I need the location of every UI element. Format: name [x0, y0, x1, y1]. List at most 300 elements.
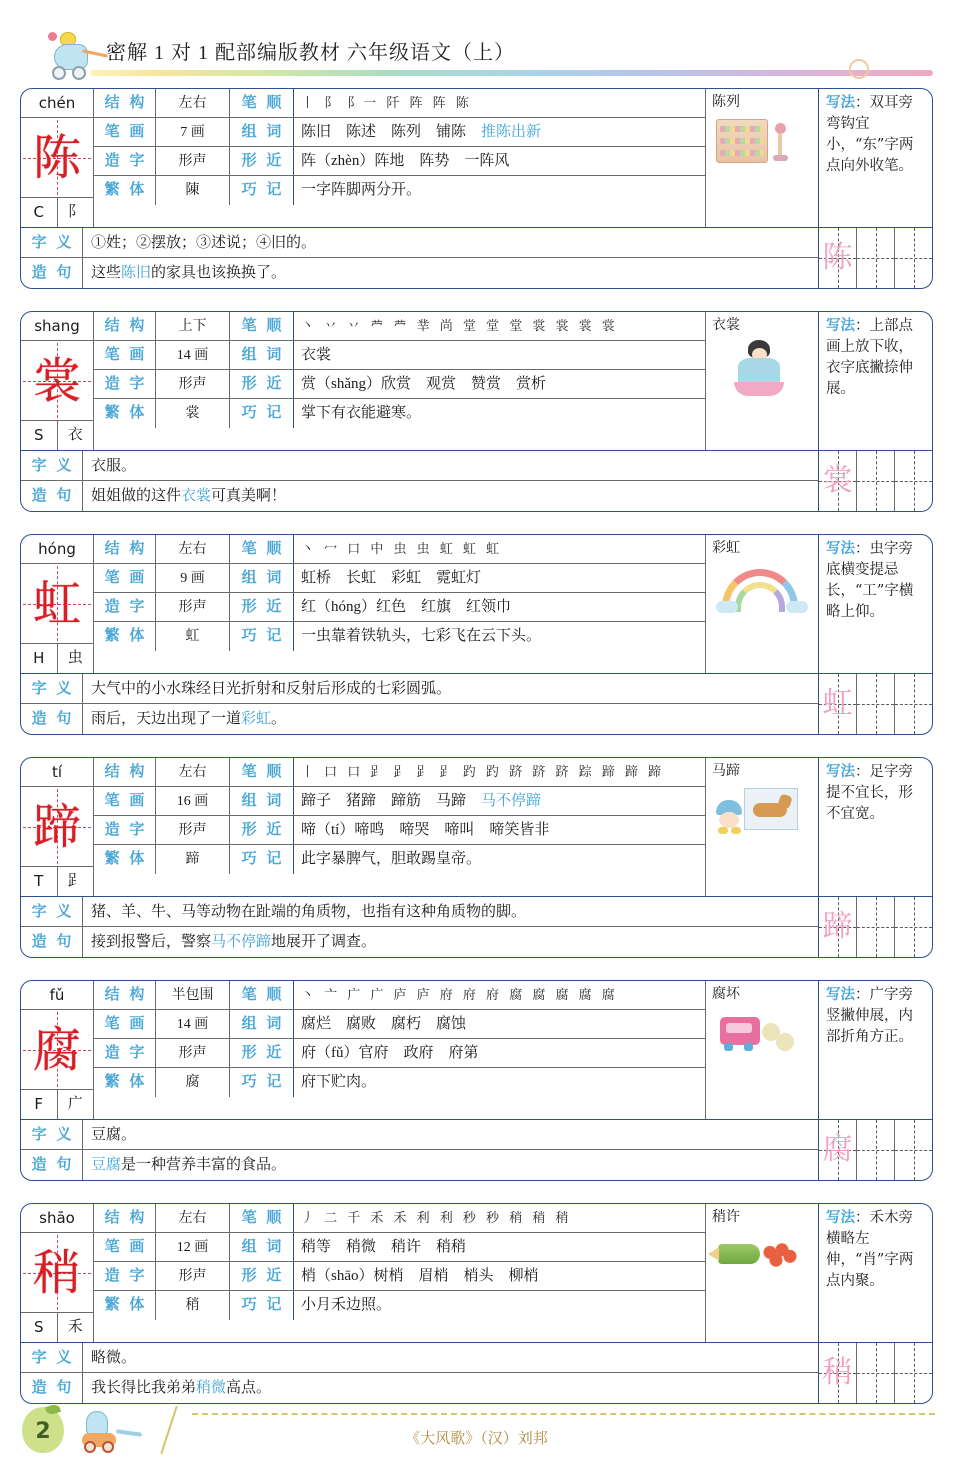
attributes-column	[94, 89, 294, 227]
practice-cell-empty[interactable]	[895, 228, 932, 288]
writing-tip-text: 写法：双耳旁弯钩宜小，“东”字两点向外收笔。	[826, 94, 914, 174]
meaning-sentence-block	[21, 228, 819, 288]
similar-value: 府（fǔ）官府 政府 府第	[294, 1039, 705, 1068]
foot-icon	[744, 1043, 753, 1051]
illustration-column	[706, 1204, 819, 1342]
practice-cell-empty[interactable]	[857, 451, 895, 511]
mnemonic-label: 巧 记	[230, 176, 294, 205]
radical-text: 禾	[67, 1319, 83, 1335]
stroke-count-label: 笔 画	[94, 341, 156, 369]
writing-tip-text: 写法：虫字旁底横变提忌长，“工”字横略上仰。	[826, 540, 914, 620]
meaning-value: 猪、羊、牛、马等动物在趾端的角质物，也指有这种角质物的脚。	[91, 904, 527, 920]
practice-cell-empty[interactable]	[857, 674, 895, 734]
writing-tip-label: 写法	[826, 540, 855, 557]
structure-value: 上下	[156, 312, 230, 340]
mnemonic-label: 巧 记	[230, 845, 294, 874]
card-upper-section	[21, 981, 932, 1119]
sentence-row	[21, 927, 818, 957]
writing-tip-label: 写法	[826, 986, 855, 1003]
practice-character: 虹	[822, 686, 853, 721]
stroke-count-value: 14 画	[156, 341, 230, 369]
stroke-count-row	[94, 787, 294, 816]
practice-cell-empty[interactable]	[857, 897, 895, 957]
illustration-art	[714, 340, 810, 445]
practice-character: 腐	[822, 1132, 853, 1167]
card-lower-section	[21, 673, 932, 734]
practice-cell-empty[interactable]	[895, 1343, 932, 1403]
stroke-count-label: 笔 画	[94, 564, 156, 592]
formation-row	[94, 147, 294, 176]
content-column	[294, 758, 706, 896]
sentence-row	[21, 704, 818, 734]
formation-value: 形声	[156, 1039, 230, 1067]
practice-grid[interactable]	[819, 674, 932, 734]
stroke-count-label: 笔 画	[94, 787, 156, 815]
meaning-label: 字 义	[21, 1343, 83, 1372]
radical-text: 虫	[67, 650, 83, 666]
sentence-row	[21, 1150, 818, 1180]
card-lower-section	[21, 1119, 932, 1180]
initial-letter: H	[21, 644, 58, 673]
meaning-label: 字 义	[21, 451, 83, 480]
mnemonic-value: 此字暴脾气，胆敢踢皇帝。	[301, 851, 482, 867]
main-character: 腐	[32, 1021, 81, 1078]
structure-label: 结 构	[94, 758, 156, 786]
traditional-value: 陳	[156, 176, 230, 205]
main-character-cell	[21, 118, 93, 198]
illustration-art	[714, 786, 810, 891]
formation-label: 造 字	[94, 1262, 156, 1290]
words-label: 组 词	[230, 1010, 294, 1038]
stroke-order-label: 笔 顺	[230, 981, 294, 1009]
similar-value: 阵（zhèn）阵地 阵势 一阵风	[294, 147, 705, 176]
card-lower-section	[21, 227, 932, 288]
writing-tip-label: 写法	[826, 763, 855, 780]
meaning-sentence-block	[21, 451, 819, 511]
mnemonic-label: 巧 记	[230, 399, 294, 428]
card-upper-section	[21, 89, 932, 227]
attributes-column	[94, 535, 294, 673]
writing-tip-column	[819, 758, 932, 896]
formation-label: 造 字	[94, 816, 156, 844]
main-character-cell	[21, 341, 93, 421]
stroke-count-row	[94, 341, 294, 370]
structure-value: 左右	[156, 89, 230, 117]
meaning-label: 字 义	[21, 674, 83, 703]
formation-row	[94, 593, 294, 622]
writing-tip-column	[819, 1204, 932, 1342]
card-lower-section	[21, 1342, 932, 1403]
practice-grid[interactable]	[819, 1343, 932, 1403]
illustration-art	[714, 563, 810, 668]
letter-radical-row	[21, 421, 93, 450]
similar-label: 形 近	[230, 147, 294, 175]
traditional-row	[94, 1068, 294, 1097]
stroke-order-value: 丶 亠 广 广 庐 庐 府 府 府 腐 腐 腐 腐 腐	[294, 981, 705, 1010]
traditional-value: 蹄	[156, 845, 230, 874]
sentence-value: 姐姐做的这件衣裳可真美啊！	[91, 488, 287, 504]
sentence-label: 造 句	[21, 1373, 83, 1403]
pinyin-text: chén	[21, 89, 93, 118]
structure-value: 左右	[156, 758, 230, 786]
sentence-value: 雨后，天边出现了一道彩虹。	[91, 711, 287, 727]
similar-label: 形 近	[230, 1039, 294, 1067]
sentence-label: 造 句	[21, 481, 83, 511]
stroke-order-label: 笔 顺	[230, 1204, 294, 1232]
words-label: 组 词	[230, 787, 294, 815]
illustration-caption: 陈列	[712, 95, 740, 110]
meaning-value: ①姓；②摆放；③述说；④旧的。	[91, 235, 317, 251]
traditional-row	[94, 399, 294, 428]
sentence-value: 这些陈旧的家具也该换换了。	[91, 265, 287, 281]
attributes-column	[94, 758, 294, 896]
illustration-column	[706, 535, 819, 673]
structure-row	[94, 312, 294, 341]
attributes-column	[94, 312, 294, 450]
practice-character: 裳	[822, 463, 853, 498]
meaning-sentence-block	[21, 897, 819, 957]
bean-icon	[776, 1033, 794, 1051]
card-upper-section	[21, 758, 932, 896]
structure-label: 结 构	[94, 312, 156, 340]
meaning-row	[21, 451, 818, 481]
stroke-count-row	[94, 564, 294, 593]
similar-value: 啼（tí）啼鸣 啼哭 啼叫 啼笑皆非	[294, 816, 705, 845]
structure-value: 半包围	[156, 981, 230, 1009]
main-character-cell	[21, 1233, 93, 1313]
dressed-person-illustration	[730, 340, 790, 398]
writing-tip-text: 写法：禾木旁横略左伸，“肖”字两点内聚。	[826, 1209, 914, 1289]
meaning-row	[21, 897, 818, 927]
formation-value: 形声	[156, 147, 230, 175]
writing-tip-column	[819, 89, 932, 227]
sentence-label: 造 句	[21, 704, 83, 734]
stroke-order-label: 笔 顺	[230, 89, 294, 117]
letter-radical-row	[21, 1090, 93, 1119]
stroke-count-label: 笔 画	[94, 1233, 156, 1261]
pinyin-text: shang	[21, 312, 93, 341]
words-value: 虹桥 长虹 彩虹 霓虹灯	[294, 564, 705, 593]
structure-row	[94, 758, 294, 787]
illustration-caption: 腐坏	[712, 987, 740, 1002]
berries-illustration	[760, 1242, 800, 1268]
main-character: 稍	[32, 1244, 81, 1301]
horse-illustration	[744, 788, 798, 830]
mnemonic-label: 巧 记	[230, 1291, 294, 1320]
footer-dashed-divider	[192, 1413, 935, 1415]
meaning-value: 豆腐。	[91, 1127, 137, 1143]
page-header	[20, 26, 933, 88]
mnemonic-value: 小月禾边照。	[301, 1297, 392, 1313]
practice-cell-filled[interactable]	[819, 228, 857, 288]
writing-tip-column	[819, 312, 932, 450]
traditional-label: 繁 体	[94, 176, 156, 205]
practice-cell-empty[interactable]	[895, 451, 932, 511]
stroke-order-label: 笔 顺	[230, 535, 294, 563]
meaning-sentence-block	[21, 674, 819, 734]
stroke-order-label: 笔 顺	[230, 312, 294, 340]
mnemonic-value: 一虫靠着铁轨头，七彩飞在云下头。	[301, 628, 542, 644]
illustration-art	[714, 1009, 810, 1114]
words-label: 组 词	[230, 341, 294, 369]
pinyin-text: shāo	[21, 1204, 93, 1233]
meaning-value: 衣服。	[91, 458, 137, 474]
formation-row	[94, 816, 294, 845]
practice-cell-empty[interactable]	[857, 1343, 895, 1403]
practice-cell-filled[interactable]	[819, 1120, 857, 1180]
character-column	[21, 312, 94, 450]
page-footer	[0, 1399, 953, 1463]
words-label: 组 词	[230, 118, 294, 146]
attributes-column	[94, 981, 294, 1119]
meaning-row	[21, 1343, 818, 1373]
mnemonic-value: 一字阵脚两分开。	[301, 182, 422, 198]
stroke-count-value: 14 画	[156, 1010, 230, 1038]
illustration-column	[706, 981, 819, 1119]
main-character-cell	[21, 787, 93, 867]
character-cards-list	[0, 88, 953, 1404]
stroke-order-value: 丨 阝 阝一 阡 阵 阵 陈	[294, 89, 705, 118]
words-value: 衣裳	[294, 341, 705, 370]
formation-value: 形声	[156, 1262, 230, 1290]
meaning-label: 字 义	[21, 1120, 83, 1149]
writing-tip-text: 写法：广字旁竖撇伸展，内部折角方正。	[826, 986, 913, 1045]
writing-tip-column	[819, 981, 932, 1119]
character-card	[20, 88, 933, 289]
child-illustration	[714, 800, 748, 834]
words-value: 蹄子 猪蹄 蹄筋 马蹄 马不停蹄	[294, 787, 705, 816]
cloud-icon	[786, 601, 808, 613]
mnemonic-label: 巧 记	[230, 622, 294, 651]
letter-radical-row	[21, 1313, 93, 1342]
pinyin-text: hóng	[21, 535, 93, 564]
stroke-order-value: 丿 二 千 禾 禾 利 利 秒 秒 稍 稍 稍	[294, 1204, 705, 1233]
practice-cell-filled[interactable]	[819, 1343, 857, 1403]
card-upper-section	[21, 1204, 932, 1342]
stroke-count-row	[94, 1010, 294, 1039]
practice-character: 稍	[822, 1355, 853, 1390]
main-character: 裳	[32, 352, 81, 409]
page-number: 2	[35, 1419, 51, 1444]
meaning-sentence-block	[21, 1343, 819, 1403]
stroke-count-row	[94, 118, 294, 147]
structure-row	[94, 535, 294, 564]
character-card	[20, 757, 933, 958]
card-lower-section	[21, 896, 932, 957]
character-column	[21, 89, 94, 227]
practice-cell-empty[interactable]	[895, 674, 932, 734]
traditional-label: 繁 体	[94, 399, 156, 428]
structure-row	[94, 1204, 294, 1233]
letter-radical-row	[21, 644, 93, 673]
practice-cell-empty[interactable]	[895, 1120, 932, 1180]
words-label: 组 词	[230, 1233, 294, 1261]
traditional-value: 虹	[156, 622, 230, 651]
similar-label: 形 近	[230, 593, 294, 621]
structure-row	[94, 981, 294, 1010]
stroke-count-value: 7 画	[156, 118, 230, 146]
similar-value: 红（hóng）红色 红旗 红领巾	[294, 593, 705, 622]
structure-label: 结 构	[94, 981, 156, 1009]
stroke-count-label: 笔 画	[94, 1010, 156, 1038]
formation-label: 造 字	[94, 1039, 156, 1067]
traditional-label: 繁 体	[94, 622, 156, 651]
structure-label: 结 构	[94, 89, 156, 117]
lamp-illustration	[772, 123, 788, 161]
illustration-caption: 彩虹	[712, 541, 740, 556]
similar-label: 形 近	[230, 1262, 294, 1290]
similar-value: 梢（shāo）树梢 眉梢 梢头 柳梢	[294, 1262, 705, 1291]
stroke-count-value: 12 画	[156, 1233, 230, 1261]
radical-text: 𧾷	[67, 873, 83, 889]
similar-label: 形 近	[230, 370, 294, 398]
card-upper-section	[21, 312, 932, 450]
stroke-order-value: 丶 冖 口 中 虫 虫 虹 虹 虹	[294, 535, 705, 564]
similar-value: 赏（shǎng）欣赏 观赏 赞赏 赏析	[294, 370, 705, 399]
initial-letter: S	[21, 421, 58, 450]
sentence-label: 造 句	[21, 1150, 83, 1180]
illustration-caption: 马蹄	[712, 764, 740, 779]
main-character: 陈	[32, 129, 81, 186]
practice-cell-empty[interactable]	[895, 897, 932, 957]
pencil-illustration	[718, 1244, 760, 1264]
words-value: 腐烂 腐败 腐朽 腐蚀	[294, 1010, 705, 1039]
sentence-label: 造 句	[21, 258, 83, 288]
traditional-label: 繁 体	[94, 845, 156, 874]
illustration-caption: 稍许	[712, 1210, 740, 1225]
sentence-row	[21, 481, 818, 511]
formation-row	[94, 1039, 294, 1068]
main-character: 虹	[32, 575, 81, 632]
traditional-label: 繁 体	[94, 1291, 156, 1320]
header-title: 密解 1 对 1 配部编版教材 六年级语文（上）	[106, 42, 515, 64]
writing-tip-text: 写法：上部点画上放下收，衣字底撇捺伸展。	[826, 317, 913, 397]
similar-label: 形 近	[230, 816, 294, 844]
content-column	[294, 1204, 706, 1342]
formation-label: 造 字	[94, 370, 156, 398]
structure-value: 左右	[156, 535, 230, 563]
content-column	[294, 312, 706, 450]
traditional-value: 腐	[156, 1068, 230, 1097]
practice-character: 陈	[822, 240, 853, 275]
letter-radical-row	[21, 198, 93, 227]
meaning-row	[21, 674, 818, 704]
practice-grid[interactable]	[819, 897, 932, 957]
formation-value: 形声	[156, 593, 230, 621]
initial-letter: T	[21, 867, 58, 896]
radical-text: 广	[67, 1096, 83, 1112]
traditional-value: 裳	[156, 399, 230, 428]
character-card	[20, 534, 933, 735]
illustration-art	[714, 117, 810, 222]
practice-grid[interactable]	[819, 451, 932, 511]
pinyin-text: tí	[21, 758, 93, 787]
sentence-row	[21, 258, 818, 288]
writing-tip-label: 写法	[826, 1209, 855, 1226]
structure-label: 结 构	[94, 535, 156, 563]
traditional-row	[94, 622, 294, 651]
sentence-value: 豆腐是一种营养丰富的食品。	[91, 1157, 287, 1173]
traditional-row	[94, 176, 294, 205]
illustration-column	[706, 312, 819, 450]
initial-letter: F	[21, 1090, 58, 1119]
card-lower-section	[21, 450, 932, 511]
character-card	[20, 980, 933, 1181]
foot-icon	[724, 1043, 733, 1051]
stroke-count-value: 9 画	[156, 564, 230, 592]
letter-radical-row	[21, 867, 93, 896]
stroke-order-value: 丨 口 口 𧾷 𧾷 𧾷 𧾷 趵 趵 跻 跻 跻 踪 蹄 蹄 蹄	[294, 758, 705, 787]
meaning-row	[21, 228, 818, 258]
main-character-cell	[21, 1010, 93, 1090]
formation-label: 造 字	[94, 147, 156, 175]
traditional-row	[94, 1291, 294, 1320]
practice-cell-filled[interactable]	[819, 897, 857, 957]
stroke-order-label: 笔 顺	[230, 758, 294, 786]
meaning-label: 字 义	[21, 228, 83, 257]
writing-tip-text: 写法：足字旁提不宜长，形不宜宽。	[826, 763, 913, 822]
practice-cell-filled[interactable]	[819, 451, 857, 511]
meaning-label: 字 义	[21, 897, 83, 926]
content-column	[294, 89, 706, 227]
meaning-value: 大气中的小水珠经日光折射和反射后形成的七彩圆弧。	[91, 681, 452, 697]
formation-row	[94, 1262, 294, 1291]
sentence-label: 造 句	[21, 927, 83, 957]
character-column	[21, 758, 94, 896]
mnemonic-label: 巧 记	[230, 1068, 294, 1097]
character-card	[20, 1203, 933, 1404]
main-character: 蹄	[32, 798, 81, 855]
practice-grid[interactable]	[819, 228, 932, 288]
character-card	[20, 311, 933, 512]
character-column	[21, 981, 94, 1119]
attributes-column	[94, 1204, 294, 1342]
illustration-caption: 衣裳	[712, 318, 740, 333]
character-column	[21, 535, 94, 673]
illustration-column	[706, 89, 819, 227]
structure-row	[94, 89, 294, 118]
traditional-label: 繁 体	[94, 1068, 156, 1097]
writing-tip-label: 写法	[826, 94, 855, 111]
radical-text: 衣	[67, 427, 83, 443]
header-rainbow-rule	[90, 70, 933, 76]
stroke-order-value: 丶 丷 丷 𫇦 𫇦 丵 尚 堂 堂 堂 裳 裳 裳 裳	[294, 312, 705, 341]
writing-tip-column	[819, 535, 932, 673]
practice-grid[interactable]	[819, 1120, 932, 1180]
practice-character: 蹄	[822, 909, 853, 944]
formation-value: 形声	[156, 816, 230, 844]
sentence-value: 接到报警后，警察马不停蹄地展开了调查。	[91, 934, 377, 950]
initial-letter: C	[21, 198, 58, 227]
tofu-illustration	[720, 1017, 760, 1045]
practice-cell-empty[interactable]	[857, 228, 895, 288]
practice-cell-empty[interactable]	[857, 1120, 895, 1180]
practice-cell-filled[interactable]	[819, 674, 857, 734]
content-column	[294, 981, 706, 1119]
footer-poem-title: 《大风歌》（汉）刘邦	[405, 1429, 548, 1447]
main-character-cell	[21, 564, 93, 644]
stroke-count-row	[94, 1233, 294, 1262]
meaning-sentence-block	[21, 1120, 819, 1180]
meaning-value: 略微。	[91, 1350, 137, 1366]
shelf-illustration	[716, 119, 768, 163]
mnemonic-value: 掌下有衣能避寒。	[301, 405, 422, 421]
initial-letter: S	[21, 1313, 58, 1342]
pinyin-text: fǔ	[21, 981, 93, 1010]
traditional-value: 稍	[156, 1291, 230, 1320]
cloud-icon	[716, 601, 738, 613]
illustration-column	[706, 758, 819, 896]
